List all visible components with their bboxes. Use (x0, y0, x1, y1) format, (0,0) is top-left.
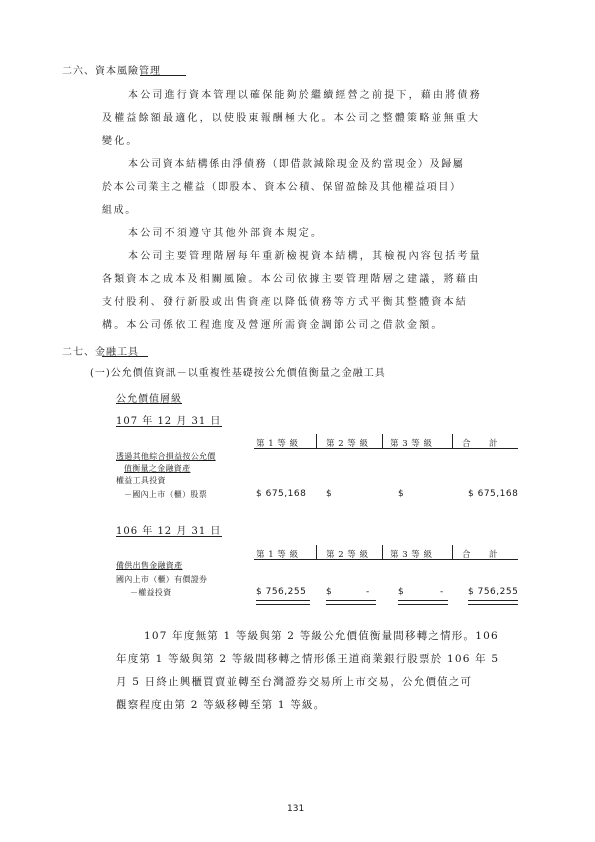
col-header-total: 合 計 (462, 550, 499, 560)
date-underline (116, 536, 222, 537)
cell-level3-dash: - (440, 587, 444, 597)
row-heading: 備供出售金融資產 (116, 561, 183, 570)
subsection-heading: (一)公允價值資訊－以重複性基礎按公允價值衡量之金融工具 (90, 368, 386, 379)
row-heading: 國內上市（櫃）有價證券 (116, 575, 208, 584)
cell-level3: $ (398, 489, 405, 499)
double-underline (326, 600, 376, 605)
header-rule (254, 448, 518, 449)
fv-hierarchy-title: 公允價值層級 (116, 394, 182, 405)
col-divider (382, 545, 383, 559)
col-header-level1: 第 1 等 級 (256, 550, 299, 560)
date-underline (116, 426, 222, 427)
paragraph-line: 本公司不須遵守其他外部資本規定。 (128, 228, 324, 239)
col-divider (452, 545, 453, 559)
double-underline (398, 600, 448, 605)
col-header-level1: 第 1 等 級 (256, 439, 299, 449)
cell-level1: $ 756,255 (256, 587, 307, 597)
cell-level2-dash: - (366, 587, 370, 597)
paragraph-line: 支付股利、發行新股或出售資產以降低債務等方式平衡其整體資本結 (102, 297, 468, 308)
paragraph-line: 各類資本之成本及相關風險。本公司依據主要管理階層之建議，將藉由 (102, 274, 481, 285)
row-heading: 透過其他綜合損益按公允價 (116, 452, 216, 461)
row-label: －權益投資 (130, 588, 172, 597)
col-header-level2: 第 2 等 級 (326, 439, 369, 449)
table-106-date: 106 年 12 月 31 日 (116, 526, 222, 537)
paragraph-line: 變化。 (102, 136, 139, 147)
paragraph-line: 組成。 (102, 205, 137, 216)
cell-level1: $ 675,168 (256, 489, 307, 499)
col-header-level3: 第 3 等 級 (390, 439, 433, 449)
cell-level3: $ (398, 587, 405, 597)
paragraph-line: 及權益餘額最適化，以使股東報酬極大化。本公司之整體策略並無重大 (102, 113, 481, 124)
row-heading: 值衡量之金融資產 (124, 464, 191, 473)
heading-underline (102, 356, 148, 357)
col-divider (452, 434, 453, 448)
paragraph-line: 構。本公司係依工程進度及營運所需資金調節公司之借款金額。 (102, 320, 444, 331)
table-107-date: 107 年 12 月 31 日 (116, 416, 222, 427)
row-label: －國內上市（櫃）股票 (124, 490, 207, 499)
header-rule (254, 559, 518, 560)
col-divider (382, 434, 383, 448)
paragraph-line: 本公司進行資本管理以確保能夠於繼續經營之前提下，藉由將債務 (128, 90, 482, 101)
paragraph-line: 月 5 日終止興櫃買賣並轉至台灣證券交易所上市交易，公允價值之可 (116, 676, 473, 688)
paragraph-line: 年度第 1 等級與第 2 等級間移轉之情形係王道商業銀行股票於 106 年 5 (116, 653, 500, 665)
paragraph-line: 本公司主要管理階層每年重新檢視資本結構，其檢視內容包括考量 (128, 251, 482, 262)
paragraph-line: 本公司資本結構係由淨債務（即借款減除現金及約當現金）及歸屬 (128, 159, 465, 170)
double-underline (256, 600, 310, 605)
section-27-heading: 二七、金融工具 (62, 347, 139, 358)
cell-level2: $ (326, 587, 333, 597)
paragraph-line: 107 年度無第 1 等級與第 2 等級公允價值衡量間移轉之情形。106 (144, 630, 499, 642)
col-divider (316, 434, 317, 448)
col-header-total: 合 計 (462, 439, 499, 449)
cell-level2: $ (326, 489, 333, 499)
double-underline (468, 600, 518, 605)
section-26-heading: 二六、資本風險管理 (62, 66, 161, 77)
heading-underline (140, 75, 186, 76)
col-divider (316, 545, 317, 559)
row-heading: 權益工具投資 (116, 476, 166, 485)
page-number: 131 (287, 804, 305, 814)
cell-total: $ 756,255 (468, 587, 519, 597)
col-header-level2: 第 2 等 級 (326, 550, 369, 560)
cell-total: $ 675,168 (468, 489, 519, 499)
col-header-level3: 第 3 等 級 (390, 550, 433, 560)
paragraph-line: 於本公司業主之權益（即股本、資本公積、保留盈餘及其他權益項目） (102, 182, 462, 193)
paragraph-line: 觀察程度由第 2 等級移轉至第 1 等級。 (116, 699, 326, 711)
